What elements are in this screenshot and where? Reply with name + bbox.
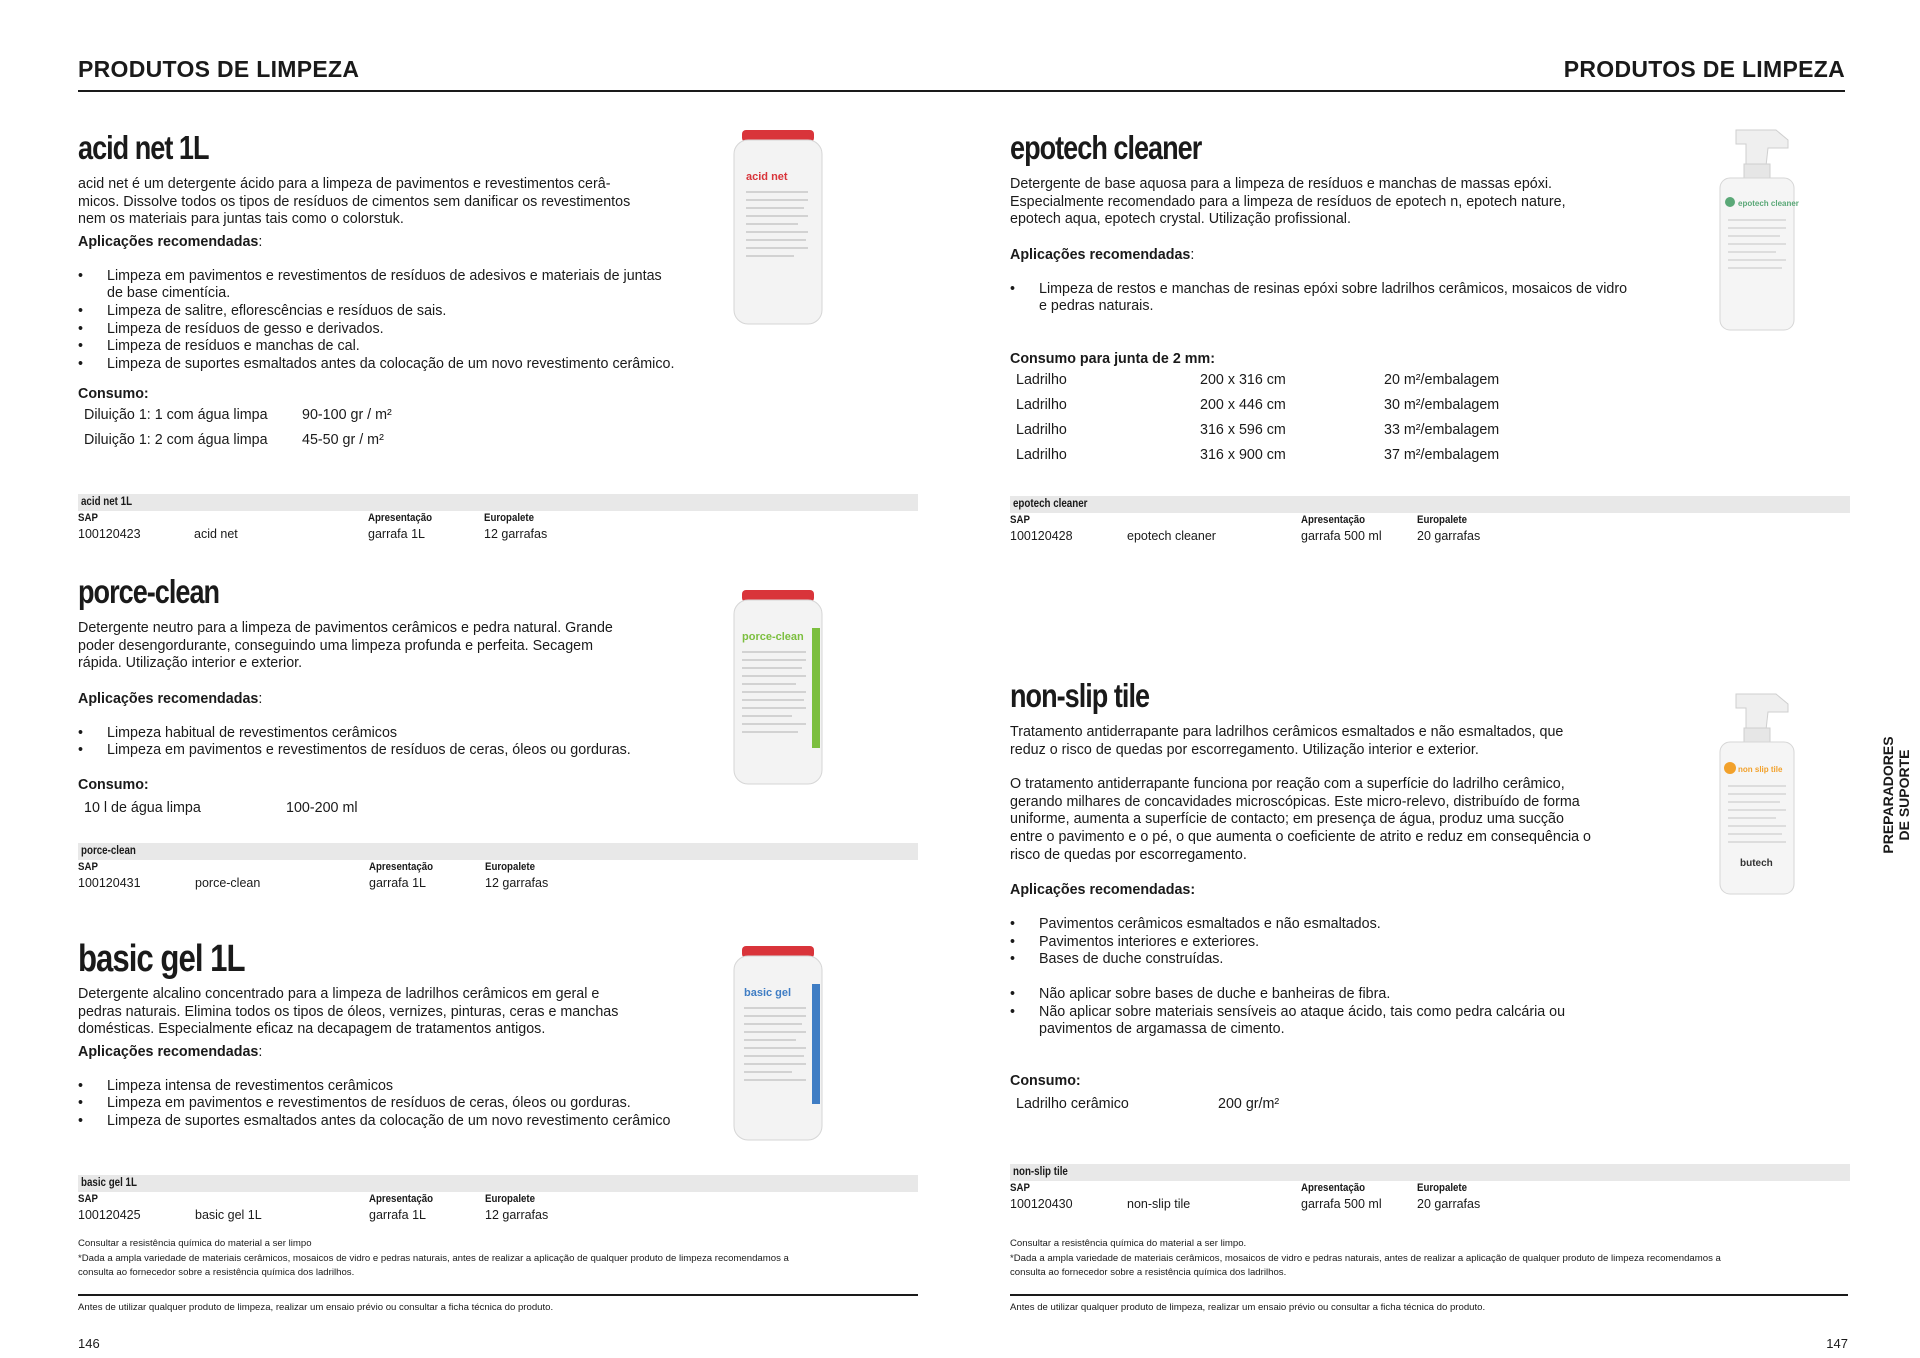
svg-text:porce-clean: porce-clean bbox=[742, 631, 804, 643]
table-header: SAP Apresentação Europalete bbox=[1010, 1182, 1468, 1194]
product-porce-clean bbox=[78, 572, 678, 821]
consumption-row: Ladrilho 200 x 446 cm 30 m²/embalagem bbox=[1016, 396, 1500, 413]
list-item: • Não aplicar sobre bases de duche e banheiras de fibra. bbox=[1010, 986, 1610, 1004]
consumption-row: Ladrilho cerâmico 200 gr/m² bbox=[1016, 1095, 1280, 1112]
applications-heading: Aplicações recomendadas: bbox=[78, 1043, 263, 1060]
product-description: Detergente neutro para a limpeza de pavimentos cerâmicos e pedra natural. Grande poder desengordurante, conseguindo uma limpeza profunda e perfeita. Secagem rápida. Utilização interior e exterior. bbox=[78, 620, 613, 672]
table-band: non-slip tile bbox=[1010, 1164, 1850, 1181]
applications-list bbox=[78, 1078, 718, 1131]
footer-divider-right bbox=[1010, 1294, 1848, 1296]
warnings-list bbox=[1010, 986, 1610, 1039]
consumption-row: Ladrilho 200 x 316 cm 20 m²/embalagem bbox=[1016, 371, 1500, 388]
list-item: • Limpeza habitual de revestimentos cerâmicos bbox=[78, 725, 678, 743]
applications-heading: Aplicações recomendadas: bbox=[78, 233, 263, 250]
table-row: 100120425 basic gel 1L garrafa 1L 12 garrafas bbox=[78, 1208, 549, 1222]
product-description: acid net é um detergente ácido para a limpeza de pavimentos e revestimentos cerâ- micos. Dissolve todos os tipos de resíduos de cimentos sem danificar os revestimentos nem os materiais para juntas tais como o colorstuk. bbox=[78, 176, 631, 228]
bottle-icon bbox=[728, 128, 828, 328]
basic-gel-product-table bbox=[78, 1175, 918, 1224]
product-acid-net bbox=[78, 128, 678, 453]
table-band: porce-clean bbox=[78, 843, 918, 860]
consumption-heading: Consumo: bbox=[78, 386, 149, 403]
porce-clean-product-table bbox=[78, 843, 918, 892]
table-row: 100120428 epotech cleaner garrafa 500 ml 20 garrafas bbox=[1010, 529, 1481, 543]
consumption-row: Ladrilho 316 x 900 cm 37 m²/embalagem bbox=[1016, 446, 1500, 463]
applications-heading: Aplicações recomendadas: bbox=[1010, 246, 1195, 263]
table-row: 100120431 porce-clean garrafa 1L 12 garrafas bbox=[78, 876, 549, 890]
table-header: SAP Apresentação Europalete bbox=[78, 512, 535, 524]
product-title: non-slip tile bbox=[1010, 677, 1150, 714]
consumption-heading: Consumo: bbox=[78, 776, 149, 793]
applications-list bbox=[1010, 916, 1650, 969]
non-slip-product-table bbox=[1010, 1164, 1850, 1213]
product-description: Detergente alcalino concentrado para a limpeza de ladrilhos cerâmicos em geral e pedras naturais. Elimina todos os tipos de óleos, vernizes, pinturas, ceras e manchas domésticas. Especialmente eficaz na decapagem de tratamentos antigos. bbox=[78, 986, 619, 1038]
list-item: • Limpeza em pavimentos e revestimentos de resíduos de adesivos e materiais de juntas de base cimentícia. bbox=[78, 268, 678, 303]
table-row: 100120430 non-slip tile garrafa 500 ml 20 garrafas bbox=[1010, 1197, 1481, 1211]
bottle-icon bbox=[728, 944, 828, 1144]
list-item: • Pavimentos interiores e exteriores. bbox=[1010, 934, 1650, 952]
list-item: • Limpeza em pavimentos e revestimentos de resíduos de ceras, óleos ou gorduras. bbox=[78, 1095, 718, 1113]
svg-text:epotech cleaner: epotech cleaner bbox=[1738, 199, 1799, 208]
product-epotech-cleaner bbox=[1010, 128, 1630, 468]
footer-note-left: Antes de utilizar qualquer produto de limpeza, realizar um ensaio prévio ou consultar a ficha técnica do produto. bbox=[78, 1302, 554, 1313]
consumption-row: Diluição 1: 1 com água limpa 90-100 gr / m² bbox=[84, 407, 392, 424]
epotech-product-table bbox=[1010, 496, 1850, 545]
product-non-slip-tile bbox=[1010, 676, 1650, 1117]
list-item: • Pavimentos cerâmicos esmaltados e não esmaltados. bbox=[1010, 916, 1650, 934]
applications-list bbox=[78, 268, 678, 374]
list-item: • Limpeza de resíduos de gesso e derivados. bbox=[78, 321, 678, 339]
product-title: basic gel 1L bbox=[78, 938, 245, 980]
bottle-icon bbox=[728, 588, 828, 788]
consumption-heading: Consumo para junta de 2 mm: bbox=[1010, 350, 1215, 367]
notes-left: Consultar a resistência química do material a ser limpo *Dada a ampla variedade de materiais cerâmicos, mosaicos de vidro e pedras naturais, antes de realizar a aplicação de qualquer produto de limpeza recomendamos a consulta ao fornecedor sobre a resistência química dos ladrilhos. bbox=[78, 1238, 789, 1278]
consumption-row: Diluição 1: 2 com água limpa 45-50 gr / m² bbox=[84, 432, 384, 449]
product-title: epotech cleaner bbox=[1010, 129, 1202, 166]
svg-text:basic gel: basic gel bbox=[744, 987, 792, 999]
product-description: Tratamento antiderrapante para ladrilhos cerâmicos esmaltados e não esmaltados, que reduz o risco de quedas por escorregamento. Utilização interior e exterior. O tratamento antiderrapante funciona por reação com a superfície do ladrilho cerâmico, gerando milhares de concavidades microscópicas. Este micro-relevo, distribuído de forma uniforme, aumenta a superfície de contacto; em presença de água, produz uma sucção entre o pavimento e o pé, o que aumenta o coeficiente de atrito e reduz em consequência o risco de quedas por escorregamento. bbox=[1010, 724, 1591, 863]
list-item: • Limpeza de resíduos e manchas de cal. bbox=[78, 338, 678, 356]
page-number-left: 146 bbox=[78, 1336, 100, 1351]
svg-text:acid net: acid net bbox=[746, 171, 788, 183]
non-slip-spray-bottle-image bbox=[1706, 690, 1806, 905]
product-title: acid net 1L bbox=[78, 129, 209, 166]
list-item: • Limpeza de suportes esmaltados antes da colocação de um novo revestimento cerâmico. bbox=[78, 356, 678, 374]
consumption-row: Ladrilho 316 x 596 cm 33 m²/embalagem bbox=[1016, 421, 1500, 438]
spray-bottle-icon bbox=[1706, 126, 1806, 336]
page-header-right: PRODUTOS DE LIMPEZA bbox=[1563, 56, 1845, 82]
table-header: SAP Apresentação Europalete bbox=[78, 1193, 536, 1205]
notes-right: Consultar a resistência química do material a ser limpo. *Dada a ampla variedade de materiais cerâmicos, mosaicos de vidro e pedras naturais, antes de realizar a aplicação de qualquer produto de limpeza recomendamos a consulta ao fornecedor sobre a resistência química dos ladrilhos. bbox=[1010, 1238, 1721, 1278]
list-item: • Limpeza de salitre, eflorescências e resíduos de sais. bbox=[78, 303, 678, 321]
list-item: • Limpeza de suportes esmaltados antes da colocação de um novo revestimento cerâmico bbox=[78, 1113, 718, 1131]
acid-net-bottle-image bbox=[728, 128, 828, 333]
applications-heading: Aplicações recomendadas: bbox=[78, 690, 263, 707]
table-header: SAP Apresentação Europalete bbox=[78, 861, 536, 873]
svg-text:butech: butech bbox=[1740, 858, 1773, 869]
table-band: epotech cleaner bbox=[1010, 496, 1850, 513]
consumption-row: 10 l de água limpa 100-200 ml bbox=[84, 799, 358, 816]
applications-list bbox=[1010, 281, 1630, 316]
list-item: • Bases de duche construídas. bbox=[1010, 951, 1650, 969]
list-item: • Limpeza de restos e manchas de resinas epóxi sobre ladrilhos cerâmicos, mosaicos de vidro e pedras naturais. bbox=[1010, 281, 1630, 316]
section-side-tab: PREPARADORES DE SUPORTE bbox=[1880, 736, 1912, 854]
product-title: porce-clean bbox=[78, 573, 220, 610]
product-basic-gel bbox=[78, 936, 718, 1131]
porce-clean-bottle-image bbox=[728, 588, 828, 793]
list-item: • Não aplicar sobre materiais sensíveis ao ataque ácido, tais como pedra calcária ou pavimentos de argamassa de cimento. bbox=[1010, 1004, 1610, 1039]
table-header: SAP Apresentação Europalete bbox=[1010, 514, 1468, 526]
spray-bottle-icon bbox=[1706, 690, 1806, 900]
page-header-left: PRODUTOS DE LIMPEZA bbox=[78, 56, 360, 82]
product-description: Detergente de base aquosa para a limpeza de resíduos e manchas de massas epóxi. Especialmente recomendado para a limpeza de resíduos de epotech n, epotech nature, epotech aqua, epotech crystal. Utilização profissional. bbox=[1010, 176, 1566, 228]
list-item: • Limpeza em pavimentos e revestimentos de resíduos de ceras, óleos ou gorduras. bbox=[78, 742, 678, 760]
table-row: 100120423 acid net garrafa 1L 12 garrafas bbox=[78, 527, 548, 541]
consumption-heading: Consumo: bbox=[1010, 1072, 1081, 1089]
svg-text:non slip tile: non slip tile bbox=[1738, 765, 1783, 774]
list-item: • Limpeza intensa de revestimentos cerâmicos bbox=[78, 1078, 718, 1096]
acid-net-product-table bbox=[78, 494, 918, 543]
applications-list bbox=[78, 725, 678, 760]
table-band: basic gel 1L bbox=[78, 1175, 918, 1192]
footer-note-right: Antes de utilizar qualquer produto de limpeza, realizar um ensaio prévio ou consultar a ficha técnica do produto. bbox=[1010, 1302, 1486, 1313]
page-number-right: 147 bbox=[1826, 1336, 1848, 1351]
epotech-spray-bottle-image bbox=[1706, 126, 1806, 341]
applications-heading: Aplicações recomendadas: bbox=[1010, 882, 1196, 899]
footer-divider-left bbox=[78, 1294, 918, 1296]
header-divider bbox=[78, 90, 1845, 92]
basic-gel-bottle-image bbox=[728, 944, 828, 1149]
table-band: acid net 1L bbox=[78, 494, 918, 511]
